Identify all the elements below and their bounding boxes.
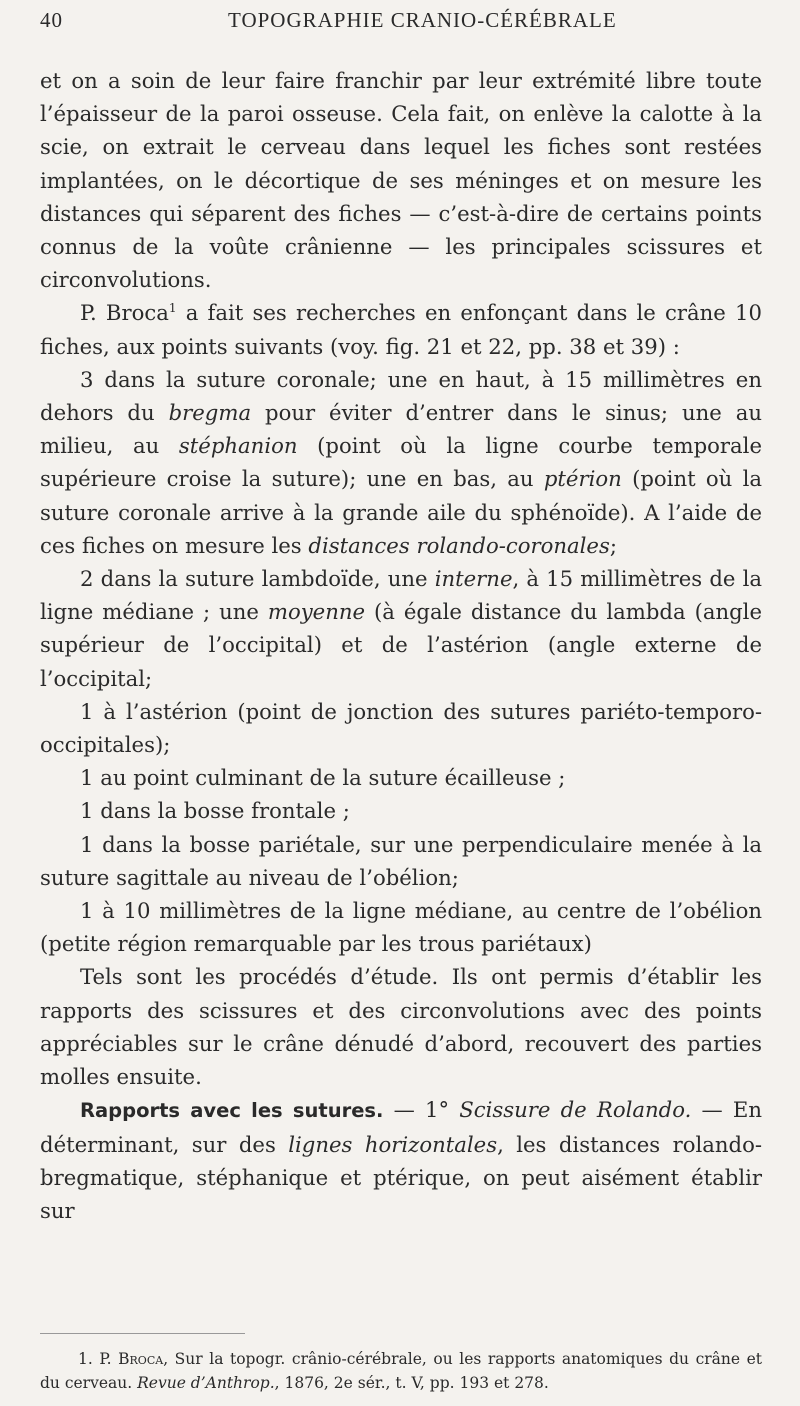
paragraph	[40, 695, 762, 761]
footnote-marker: 1	[168, 301, 177, 316]
paragraph	[40, 1093, 762, 1227]
section-heading: Rapports avec les sutures.	[80, 1099, 384, 1123]
text-run: P. Broca	[80, 300, 169, 326]
text-run: (point où la suture coronale arrive à la grande aile du sphénoïde). A l’aide de ces fiches on mesure les	[40, 466, 762, 558]
text-run: Broca	[118, 1350, 164, 1368]
text-run: ptérion	[543, 466, 622, 492]
text-run: — 1°	[383, 1097, 460, 1123]
text-run: 1 à 10 millimètres de la ligne médiane, au centre de l’obélion (petite région remarquable par les trous pariétaux)	[40, 898, 762, 957]
paragraph	[40, 794, 762, 827]
text-run: ;	[609, 532, 617, 558]
text-run: , Sur la topogr. crânio-cérébrale, ou les rapports anatomiques du crâne et du cerveau.	[40, 1350, 763, 1392]
running-head	[40, 8, 762, 38]
paragraph	[40, 296, 762, 362]
text-run: , les distances rolando-bregmatique, stéphanique et ptérique, on peut aisément établir sur	[40, 1131, 762, 1223]
paragraph	[40, 894, 762, 960]
body-text	[40, 64, 762, 1227]
text-run: — En déterminant, sur des	[40, 1097, 762, 1157]
text-run: a fait ses recherches en enfonçant dans le crâne 10 fiches, aux points suivants (voy. fig. 21 et 22, pp. 38 et 39) :	[40, 300, 762, 359]
text-run: lignes horizontales	[288, 1131, 498, 1157]
text-run: Scissure de Rolando.	[459, 1097, 692, 1123]
text-run: 2 dans la suture lambdoïde, une	[80, 566, 435, 592]
text-run: distances rolando-coronales	[308, 532, 610, 558]
text-run: Tels sont les procédés d’étude. Ils ont permis d’établir les rapports des scissures et des circonvolutions avec des points appréciables sur le crâne dénudé d’abord, recouvert des parties molles ensuite.	[40, 964, 762, 1090]
paragraph	[40, 828, 762, 894]
text-run: 1. P.	[78, 1350, 119, 1368]
text-run: (point où la ligne courbe temporale supérieure croise la suture); une en bas, au	[40, 433, 763, 492]
text-run: interne	[434, 566, 513, 592]
paragraph	[40, 562, 762, 695]
paragraph	[40, 761, 762, 794]
text-run: 1 dans la bosse frontale ;	[80, 798, 350, 824]
text-run: Revue d’Anthrop.	[137, 1374, 275, 1392]
text-run: 1 dans la bosse pariétale, sur une perpendiculaire menée à la suture sagittale au niveau de l’obélion;	[40, 831, 762, 890]
text-run: 3 dans la suture coronale; une en haut, à 15 millimètres en dehors du	[40, 366, 762, 426]
text-run: 1 au point culminant de la suture écailleuse ;	[80, 765, 566, 791]
text-run: moyenne	[267, 599, 366, 625]
text-run: bregma	[168, 400, 252, 426]
paragraph	[40, 960, 762, 1093]
paragraph	[40, 363, 762, 562]
paragraph	[40, 64, 762, 296]
text-run: pour éviter d’entrer dans le sinus; une au milieu, au	[40, 400, 762, 459]
text-run: et on a soin de leur faire franchir par leur extrémité libre toute l’épaisseur de la paroi osseuse. Cela fait, on enlève la calotte à la scie, on extrait le cerveau dans lequel les fiches sont restées implantées, on le décortique de ses méninges et on mesure les distances qui séparent des fiches — c’est-à-dire de certains points connus de la voûte crânienne — les principales scissures et circonvolutions.	[40, 68, 762, 293]
text-run: (à égale distance du lambda (angle supérieur de l’occipital) et de l’astérion (angle externe de l’occipital;	[40, 599, 762, 691]
text-run: , 1876, 2e sér., t. V, pp. 193 et 278.	[274, 1374, 549, 1392]
page-number: 40	[40, 8, 63, 32]
footnote	[40, 1347, 762, 1395]
text-run: 1 à l’astérion (point de jonction des sutures pariéto-temporo-occipitales);	[40, 698, 762, 758]
running-title: TOPOGRAPHIE CRANIO-CÉRÉBRALE	[228, 8, 617, 32]
text-run: , à 15 millimètres de la ligne médiane ; une	[40, 566, 762, 625]
footnote-rule	[40, 1333, 245, 1334]
text-run: stéphanion	[178, 433, 298, 459]
